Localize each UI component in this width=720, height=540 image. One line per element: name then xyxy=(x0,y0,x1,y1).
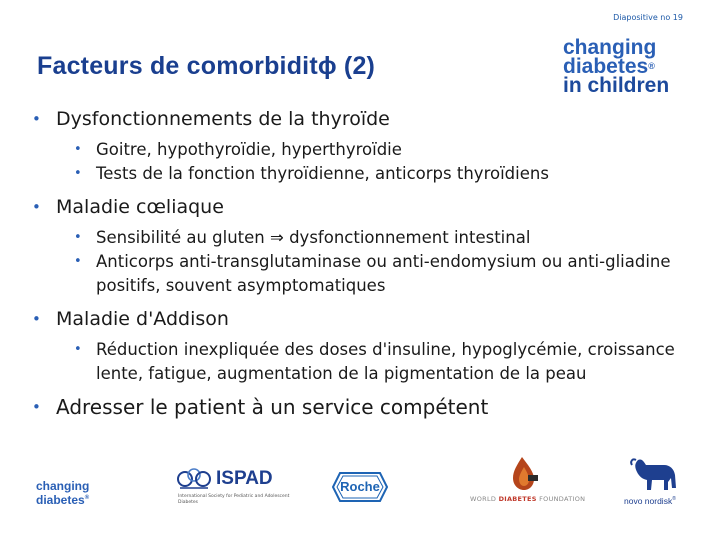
sub-bullet-item xyxy=(70,250,702,298)
wdf-emblem-icon xyxy=(470,453,582,493)
sub-bullet-text: Goitre, hypothyroïdie, hyperthyroïdie xyxy=(96,140,402,159)
sub-bullet-list xyxy=(70,338,702,386)
novo-wordmark: novo nordisk® xyxy=(624,496,676,506)
bullet-text: Maladie d'Addison xyxy=(56,308,229,330)
sub-bullet-list xyxy=(70,226,702,298)
sub-bullet-item xyxy=(70,138,702,162)
logo-line-3: in children xyxy=(563,74,670,97)
bullet-item xyxy=(32,306,702,332)
logo-line-2: diabetes® xyxy=(563,55,655,78)
novo-nordisk-logo xyxy=(624,456,688,510)
bullet-item xyxy=(32,394,702,420)
sponsor-logos-footer xyxy=(0,448,720,540)
bullet-icon: • xyxy=(32,198,41,216)
sub-bullet-item xyxy=(70,162,702,186)
bullet-icon: • xyxy=(74,230,82,245)
ispad-name: ISPAD xyxy=(216,468,273,489)
ispad-subtitle: International Society for Pediatric and Adolescent Diabetes xyxy=(178,494,290,505)
bullet-item xyxy=(32,194,702,220)
sub-bullet-list xyxy=(70,138,702,186)
bullet-icon: • xyxy=(32,110,41,128)
sub-bullet-item xyxy=(70,226,702,250)
bullet-text: Adresser le patient à un service compétent xyxy=(56,395,489,419)
roche-logo xyxy=(332,472,388,506)
sub-bullet-text: Sensibilité au gluten ⇒ dysfonctionnement intestinal xyxy=(96,228,531,247)
bullet-icon: • xyxy=(74,254,82,269)
roche-wordmark: Roche xyxy=(340,479,380,494)
logo-line-1: changing xyxy=(563,36,657,59)
changing-diabetes-logo: changing diabetes® xyxy=(36,479,90,507)
wdf-wordmark: WORLD DIABETES FOUNDATION xyxy=(470,495,586,503)
slide-title: Facteurs de comorbiditϕ (2) xyxy=(37,52,376,80)
bullet-icon: • xyxy=(32,398,41,416)
world-diabetes-foundation-logo xyxy=(470,453,586,505)
sub-bullet-item xyxy=(70,338,702,386)
sub-bullet-text: Tests de la fonction thyroïdienne, anticorps thyroïdiens xyxy=(96,164,549,183)
ispad-logo xyxy=(176,466,296,505)
ispad-emblem-icon xyxy=(176,466,212,492)
slide-number: Diapositive no 19 xyxy=(613,13,683,22)
slide-content xyxy=(32,106,702,426)
bullet-item xyxy=(32,106,702,132)
apis-bull-icon xyxy=(624,456,688,494)
sub-bullet-text: Anticorps anti-transglutaminase ou anti-endomysium ou anti-gliadine positifs, souvent asymptomatiques xyxy=(96,252,671,295)
bullet-text: Dysfonctionnements de la thyroïde xyxy=(56,108,390,130)
bullet-icon: • xyxy=(74,342,82,357)
bullet-text: Maladie cœliaque xyxy=(56,196,224,218)
sub-bullet-text: Réduction inexpliquée des doses d'insuline, hypoglycémie, croissance lente, fatigue, augmentation de la pigmentation de la peau xyxy=(96,340,675,383)
bullet-icon: • xyxy=(74,166,82,181)
bullet-icon: • xyxy=(32,310,41,328)
changing-diabetes-in-children-logo xyxy=(563,38,683,95)
bullet-icon: • xyxy=(74,142,82,157)
